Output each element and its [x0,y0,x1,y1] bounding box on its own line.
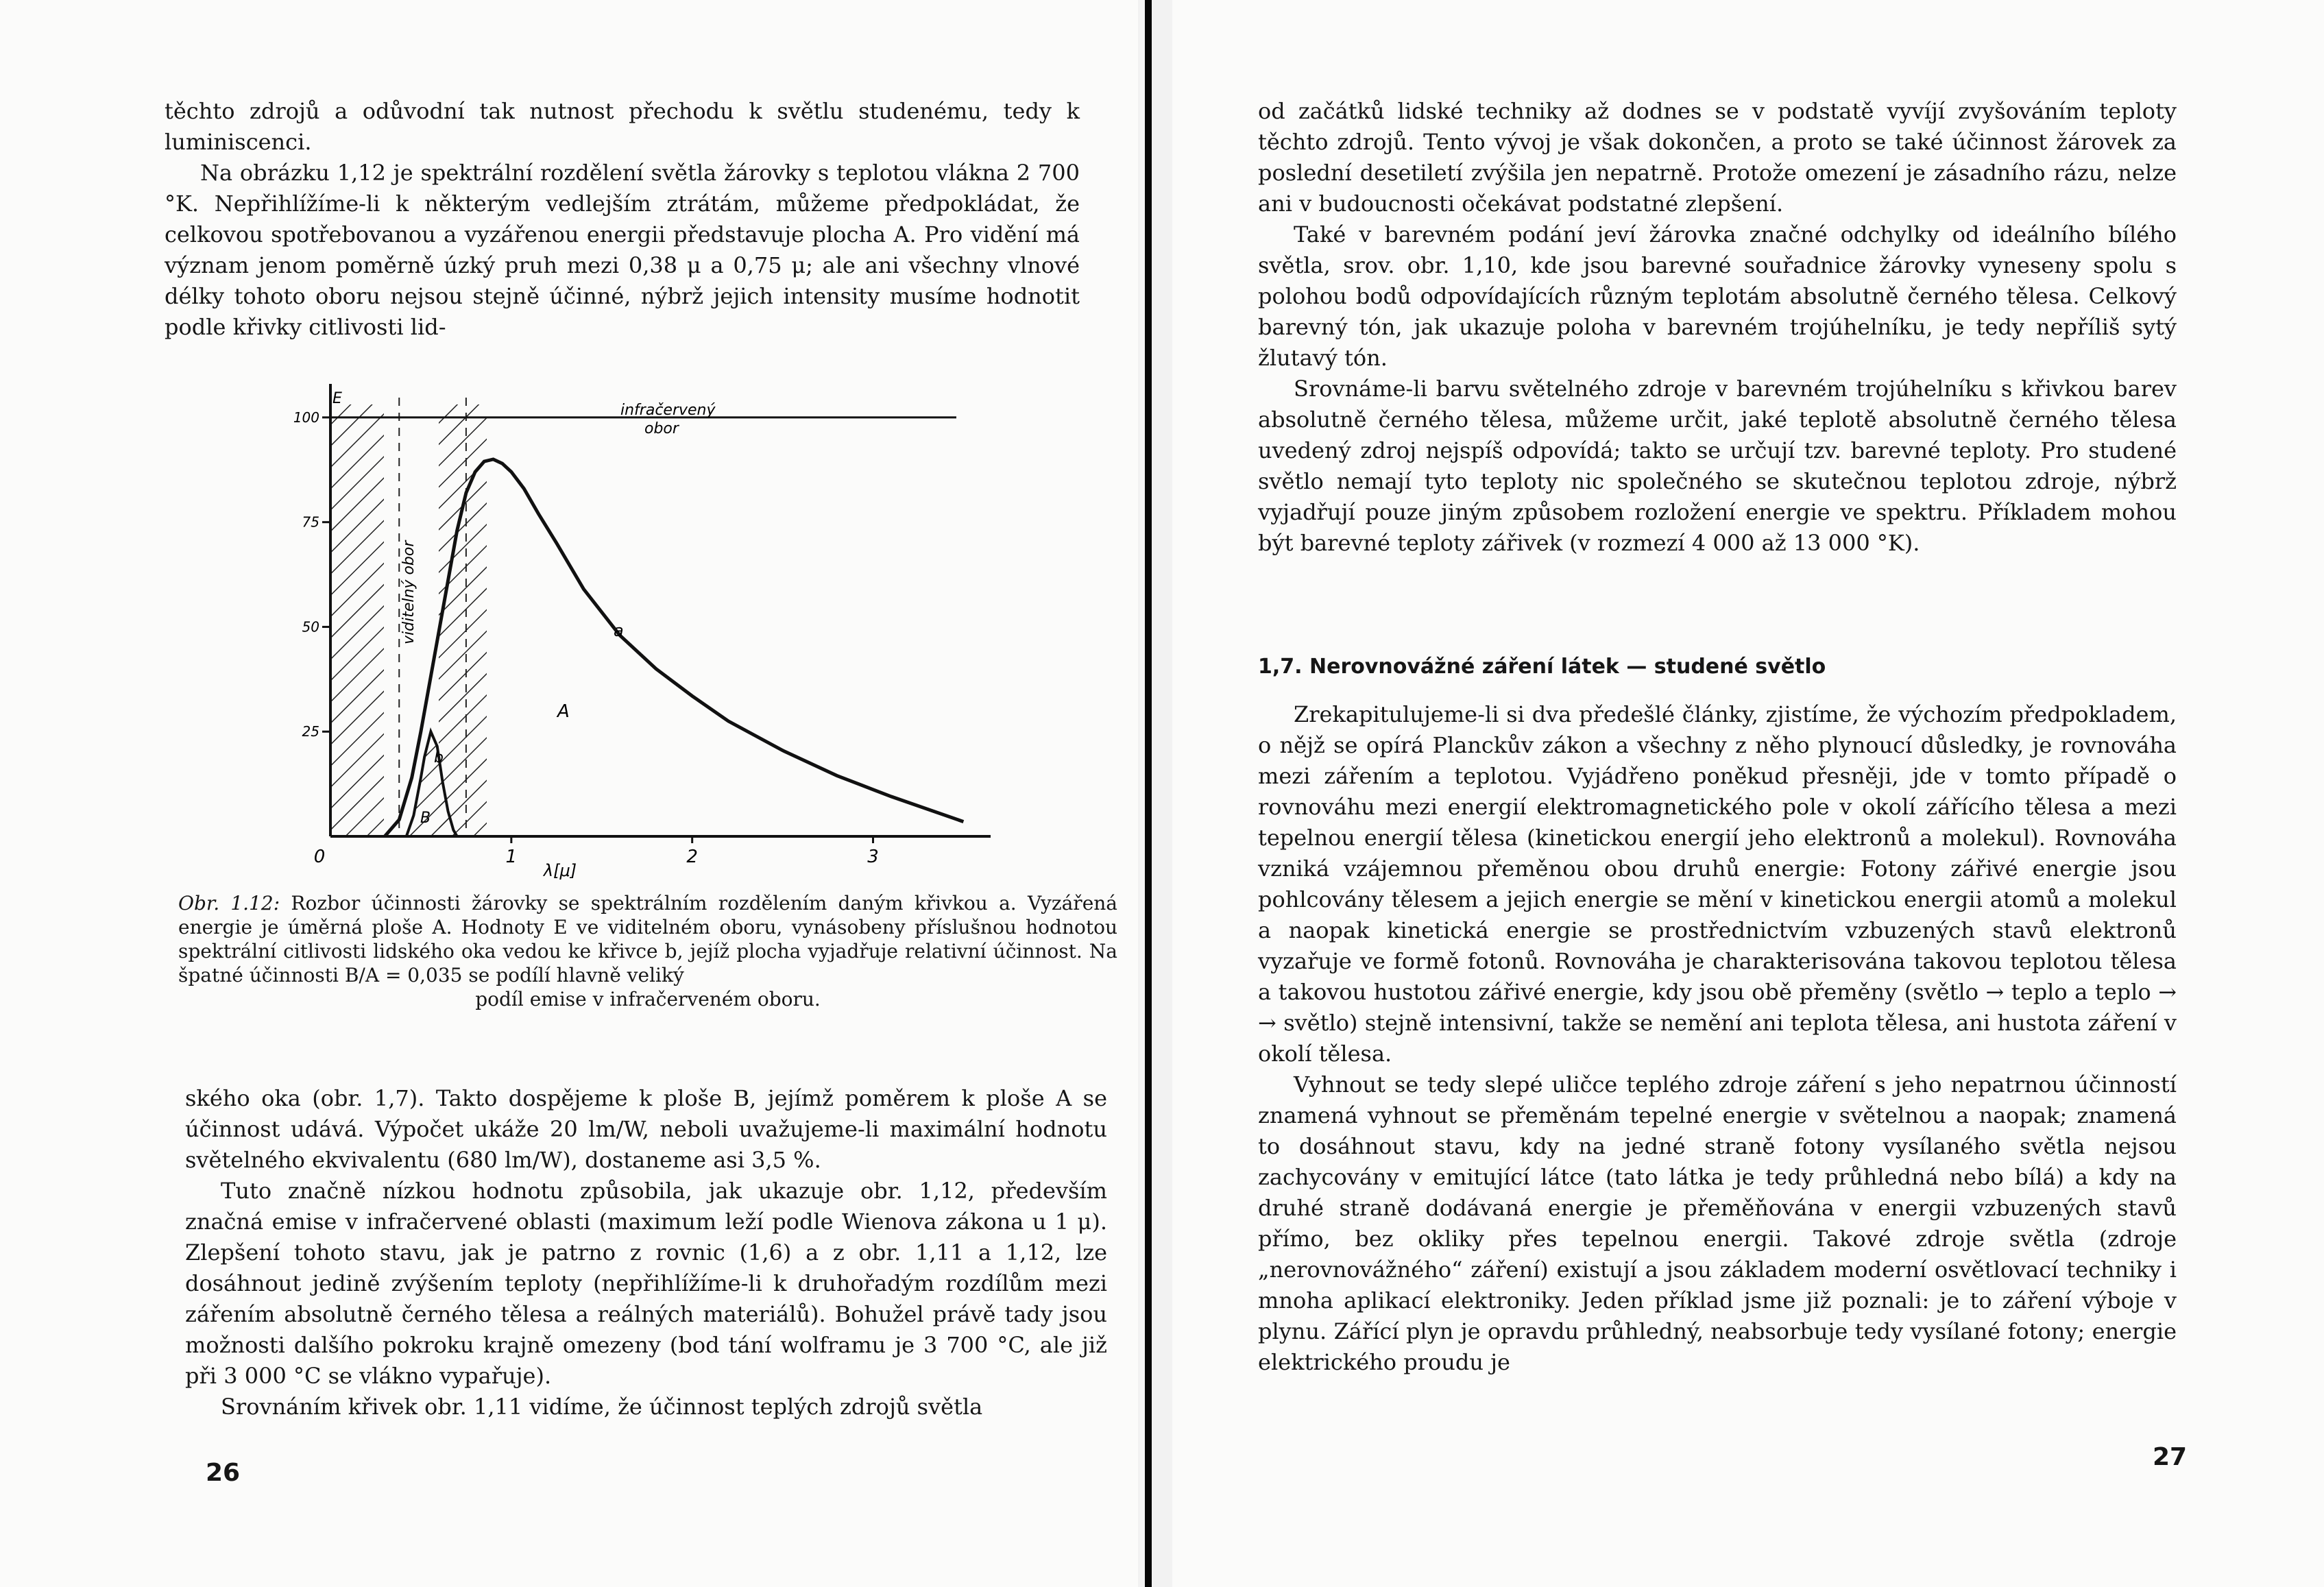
y-tick-75: 75 [302,513,319,531]
area-A-label: A [557,701,570,722]
right-paragraph-3: Srovnáme-li barvu světelného zdroje v barevném trojúhelníku s křivkou barev absolutně černého tělesa, můžeme určit, jaké teplotě absolutně černého tělesa uvedený zdroj nejspíš odpovídá; takto se určují tzv. barevné teploty. Pro studené světlo nemají tyto teploty nic společného se skutečnou teplotou zdroje, nýbrž vyjadřují pouze jiným způsobem rozložení energie ve spektru. Příkladem mohou být barevné teploty zářivek (v rozmezí 4 000 až 13 000 °K). [1258,376,2177,556]
infrared-label-2: obor [644,420,679,437]
x-axis-label: λ[μ] [543,861,577,880]
right-paragraph-4: Zrekapitulujeme-li si dva předešlé články, zjistíme, že výchozím předpokladem, o nějž se opírá Planckův zákon a všechny z něho plynoucí důsledky, je rovnováha mezi zářením a teplotou. Vyjádřeno poněkud přesněji, jde v tomto případě o rovnováhu mezi energií elektromagnetického pole v okolí zářícího tělesa a mezi tepelnou energií tělesa (kinetickou energií jeho elektronů a molekul). Rovnováha vzniká vzájemnou přeměnou obou druhů energie: Fotony zářivé energie jsou pohlcovány tělesem a jejich energie se mění v kinetickou energii atomů a molekul a naopak kinetická energie se prostřednictvím vzbuzených stavů elektronů vyzařuje ve formě fotonů. Rovnováha je charakterisována takovou teplotou tělesa a takovou hustotou zářivé energie, kdy jsou obě přeměny (světlo → teplo a teplo → → světlo) stejně intensivní, takže se nemění ani teplota tělesa, ani hustota záření v okolí tělesa. [1258,701,2177,1067]
right-top-text [1258,96,2177,559]
curve-b-label: b [434,749,444,766]
left-paragraph-1: těchto zdrojů a odůvodní tak nutnost přechodu k světlu studenému, tedy k luminiscenci. [165,98,1080,155]
figure-1-12 [264,384,1011,884]
y-tick-50: 50 [302,618,319,635]
y-tick-25: 25 [302,723,319,740]
caption-label: Obr. 1.12: [178,892,280,914]
left-bottom-text [185,1083,1107,1422]
page-number-left: 26 [206,1459,241,1487]
page-number-right: 27 [2153,1443,2188,1471]
spectral-chart [264,384,1011,884]
figure-caption [178,891,1117,1011]
caption-text: Rozbor účinnosti žárovky se spektrálním rozdělením daným křivkou a. Vyzářená energie je úměrná ploše A. Hodnoty E ve viditelném oboru, vynásobeny příslušnou hodnotou spektrální citlivosti lidského oka vedou ke křivce b, jejíž plocha vyjadřuje relativní účinnost. Na špatné účinnosti B/A = 0,035 se podílí hlavně veliký [178,892,1117,986]
left-paragraph-4: Tuto značně nízkou hodnotu způsobila, jak ukazuje obr. 1,12, především značná emise v infračervené oblasti (maximum leží podle Wienova zákona u 1 μ). Zlepšení tohoto stavu, jak je patrno z rovnic (1,6) a z obr. 1,11 a 1,12, lze dosáhnout jedině zvýšením teploty (nepřihlížíme-li k druhořadým rozdílům mezi zářením absolutně černého tělesa a reálných materiálů). Bohužel právě tady jsou možnosti dalšího pokroku krajně omezeny (bod tání wolframu je 3 700 °C, ale již při 3 000 °C se vlákno vypařuje). [185,1178,1107,1389]
book-gutter [1138,0,1172,1587]
right-paragraph-2: Také v barevném podání jeví žárovka značné odchylky od ideálního bílého světla, srov. obr. 1,10, kde jsou barevné souřadnice žárovky vyneseny spolu s polohou bodů odpovídajících různým teplotám absolutně černého tělesa. Celkový barevný tón, jak ukazuje poloha v barevném trojúhelníku, je tedy nepříliš sytý žlutavý tón. [1258,221,2177,371]
x-tick-1: 1 [505,847,518,867]
right-paragraph-1: od začátků lidské techniky až dodnes se v podstatě vyvíjí zvyšováním teploty těchto zdrojů. Tento vývoj je však dokončen, a proto se také účinnost žárovek za poslední desetiletí zvýšila jen nepatrně. Protože omezení je zásadního rázu, nelze ani v budoucnosti očekávat podstatné zlepšení. [1258,98,2177,217]
left-paragraph-3: ského oka (obr. 1,7). Takto dospějeme k ploše B, jejímž poměrem k ploše A se účinnost udává. Výpočet ukáže 20 lm/W, neboli uvažujeme-li maximální hodnotu světelného ekvivalentu (680 lm/W), dostaneme asi 3,5 %. [185,1085,1107,1173]
left-top-text [165,96,1080,343]
caption-last-line: podíl emise v infračerveném oboru. [475,988,821,1010]
curve-a-label: a [614,621,624,640]
x-tick-0: 0 [313,847,326,867]
y-tick-100: 100 [293,409,319,426]
left-page [0,0,1138,1587]
left-paragraph-2: Na obrázku 1,12 je spektrální rozdělení světla žárovky s teplotou vlákna 2 700 °K. Nepřihlížíme-li k některým vedlejším ztrátám, můžeme předpokládat, že celkovou spotřebovanou a vyzářenou energii představuje plocha A. Pro vidění má význam jenom poměrně úzký pruh mezi 0,38 μ a 0,75 μ; ale ani všechny vlnové délky tohoto oboru nejsou stejně účinné, nýbrž jejich intensity musíme hodnotit podle křivky citlivosti lid- [165,160,1080,340]
right-paragraph-5: Vyhnout se tedy slepé uličce teplého zdroje záření s jeho nepatrnou účinností znamená vyhnout se přeměnám tepelné energie v světelnou a naopak; znamená to dosáhnout stavu, kdy na jedné straně fotony vysílaného světla nejsou zachycovány v emitující látce (tato látka je tedy průhledná nebo bílá) a kdy na druhé straně dodávaná energie je přeměňována v energii vzbuzených stavů přímo, bez okliky přes tepelnou energii. Takové zdroje světla (zdroje „nerovnovážného“ záření) existují a jsou základem moderní osvětlovací techniky i mnoha aplikací elektroniky. Jeden příklad jsme již poznali: je to záření výboje v plynu. Zářící plyn je opravdu průhledný, neabsorbuje tedy vysílané fotony; energie elektrického proudu je [1258,1071,2177,1375]
x-tick-3: 3 [867,847,879,867]
x-tick-2: 2 [686,847,698,867]
left-paragraph-5: Srovnáním křivek obr. 1,11 vidíme, že účinnost teplých zdrojů světla [221,1394,983,1420]
right-bottom-text [1258,699,2177,1378]
y-axis-label: E [332,390,342,407]
area-B-label: B [420,810,431,827]
infrared-label-1: infračervený [620,402,716,419]
section-heading: 1,7. Nerovnovážné záření látek — studené světlo [1258,655,1826,679]
hatch-band-left [330,404,384,836]
visible-band-label: viditelný obor [400,540,417,644]
